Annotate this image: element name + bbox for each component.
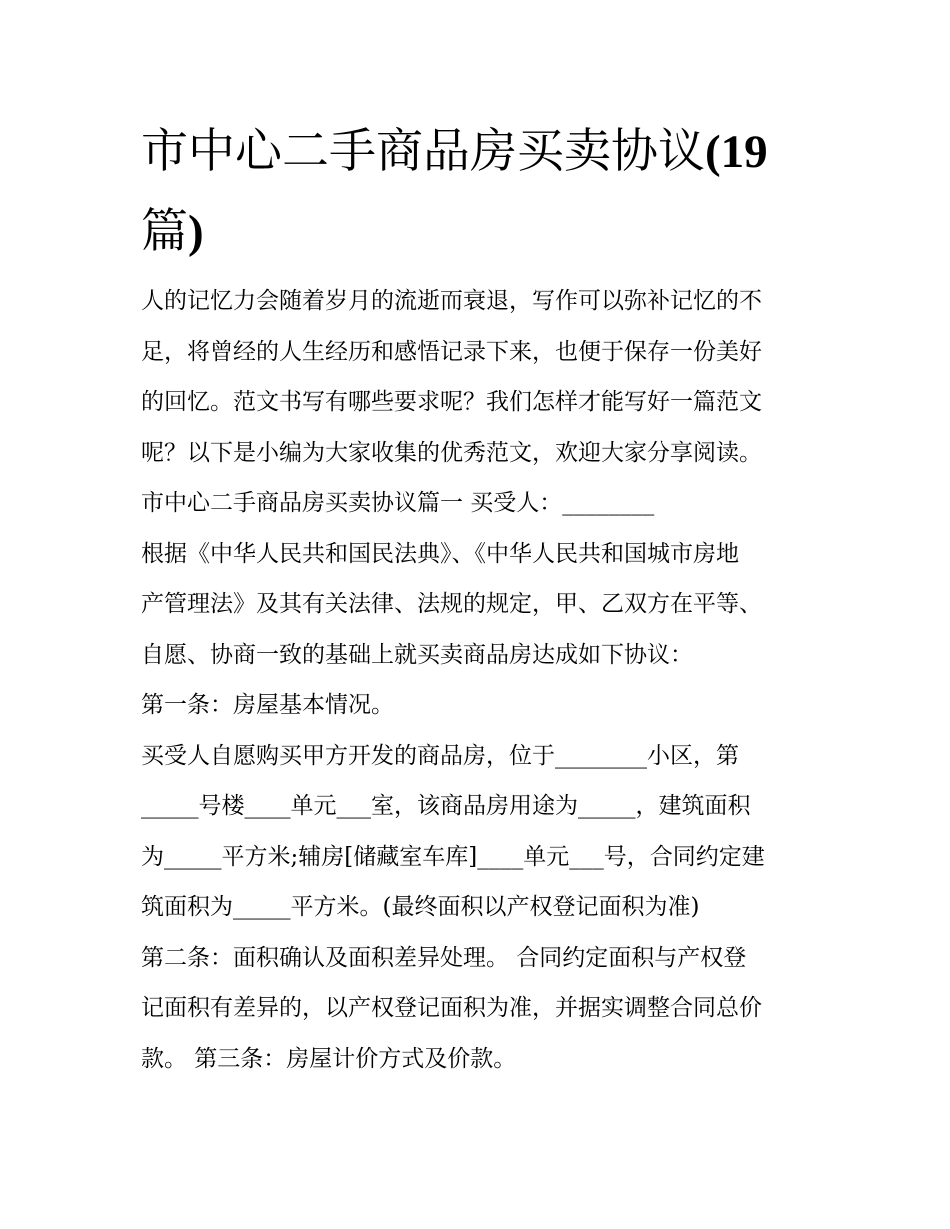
body-line: 根据《中华人民共和国民法典》、《中华人民共和国城市房地 xyxy=(141,540,739,567)
title-paren: ) xyxy=(188,206,204,258)
document-body xyxy=(141,276,821,1084)
article-heading-line: 第一条：房屋基本情况。 xyxy=(141,692,394,718)
body-line: 自愿、协商一致的基础上就买卖商品房达成如下协议： xyxy=(141,641,693,668)
title-count: (19 xyxy=(705,126,768,178)
title-text-line2: 篇 xyxy=(141,204,188,259)
body-line: 款。 第三条：房屋计价方式及价款。 xyxy=(141,1045,517,1072)
body-line: 记面积有差异的，以产权登记面积为准，并据实调整合同总价 xyxy=(141,995,762,1021)
body-line: 呢？以下是小编为大家收集的优秀范文，欢迎大家分享阅读。 xyxy=(141,439,762,466)
document-page xyxy=(141,112,821,1084)
body-line: 足，将曾经的人生经历和感悟记录下来，也便于保存一份美好 xyxy=(141,338,762,365)
body-line: 的回忆。范文书写有哪些要求呢？我们怎样才能写好一篇范文 xyxy=(141,389,762,415)
section-heading-line: 市中心二手商品房买卖协议篇一 买受人：________ xyxy=(141,490,655,516)
body-line: 产管理法》及其有关法律、法规的规定，甲、乙双方在平等、 xyxy=(141,591,762,617)
article-heading-line: 第二条：面积确认及面积差异处理。 合同约定面积与产权登 xyxy=(141,944,747,971)
document-title xyxy=(141,112,821,272)
body-line: 筑面积为_____平方米。(最终面积以产权登记面积为准) xyxy=(141,894,700,920)
title-text: 市中心二手商品房买卖协议 xyxy=(141,124,705,179)
body-line: 买受人自愿购买甲方开发的商品房，位于________小区，第 xyxy=(141,742,739,769)
body-line: 人的记忆力会随着岁月的流逝而衰退，写作可以弥补记忆的不 xyxy=(141,288,762,314)
body-line: 为_____平方米;辅房[储藏室车库]____单元___号，合同约定建 xyxy=(141,843,765,870)
body-line: _____号楼____单元___室，该商品房用途为_____，建筑面积 xyxy=(141,793,751,819)
